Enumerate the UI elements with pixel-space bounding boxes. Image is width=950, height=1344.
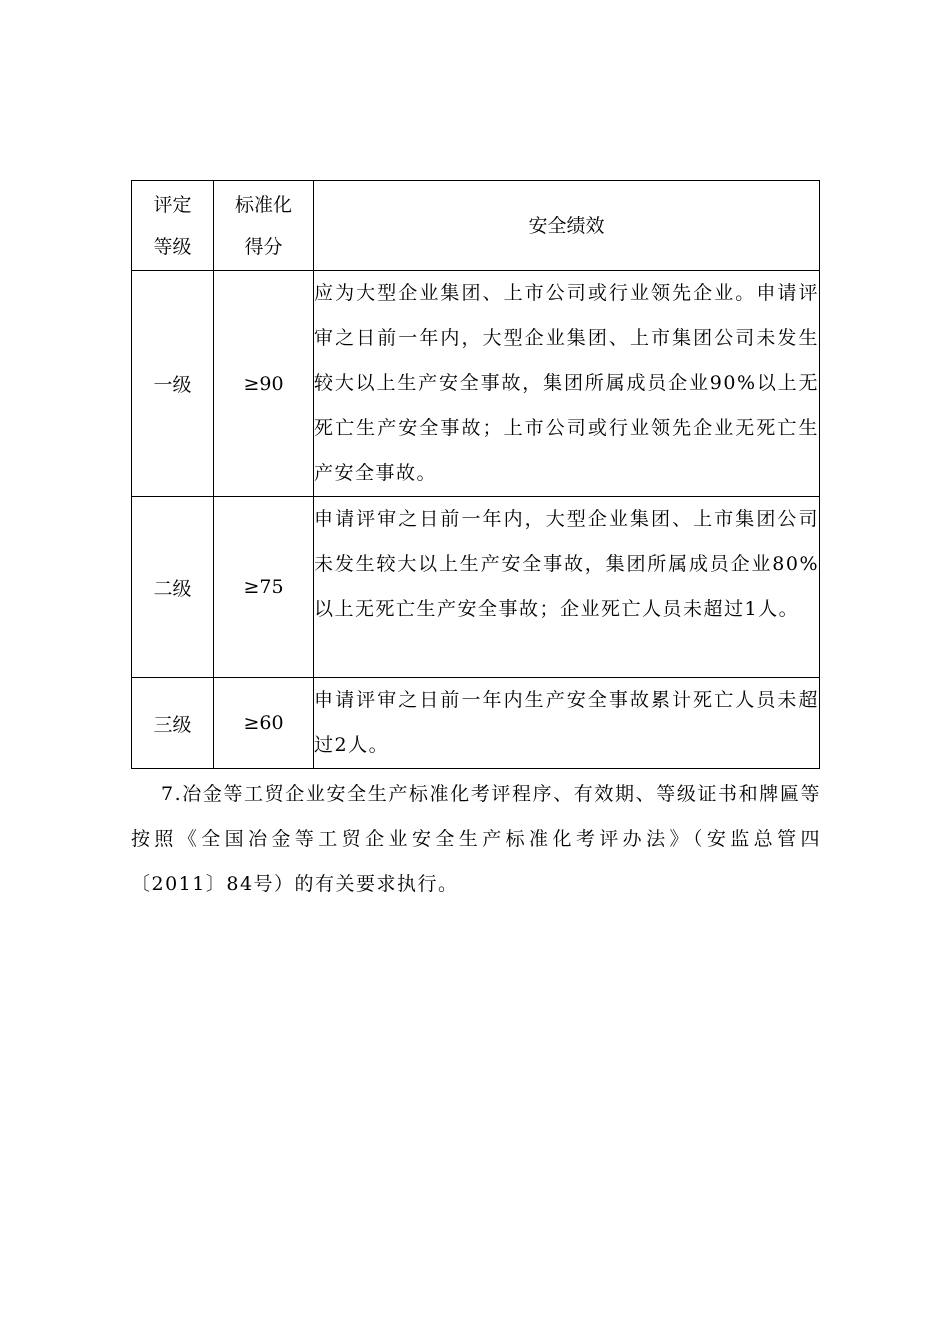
performance-cell: 应为大型企业集团、上市公司或行业领先企业。申请评审之日前一年内，大型企业集团、上市集团公司未发生较大以上生产安全事故，集团所属成员企业90%以上无死亡生产安全事故；上市公司或行业领先企业无死亡生产安全事故。	[314, 271, 820, 497]
header-grade	[132, 181, 214, 271]
header-score-line1: 标准化	[234, 193, 292, 216]
table-row	[132, 678, 820, 769]
header-grade-line2: 等级	[153, 235, 192, 258]
table-row	[132, 497, 820, 678]
header-grade-line1: 评定	[153, 193, 192, 216]
header-score-line2: 得分	[244, 235, 283, 258]
table-row	[132, 271, 820, 497]
grade-cell: 一级	[132, 271, 214, 497]
score-cell: ≥90	[214, 271, 314, 497]
header-score	[214, 181, 314, 271]
header-performance	[314, 181, 820, 271]
grade-cell: 三级	[132, 678, 214, 769]
score-cell: ≥75	[214, 497, 314, 678]
grade-cell: 二级	[132, 497, 214, 678]
note-paragraph: 7.冶金等工贸企业安全生产标准化考评程序、有效期、等级证书和牌匾等按照《全国冶金等工贸企业安全生产标准化考评办法》（安监总管四〔2011〕84号）的有关要求执行。	[131, 783, 821, 895]
grade-standards-table	[131, 180, 820, 769]
performance-cell: 申请评审之日前一年内生产安全事故累计死亡人员未超过2人。	[314, 678, 820, 769]
score-cell: ≥60	[214, 678, 314, 769]
table-header-row	[132, 181, 820, 271]
header-performance-label: 安全绩效	[528, 214, 605, 237]
performance-cell: 申请评审之日前一年内，大型企业集团、上市集团公司未发生较大以上生产安全事故，集团所属成员企业80%以上无死亡生产安全事故；企业死亡人员未超过1人。	[314, 497, 820, 678]
